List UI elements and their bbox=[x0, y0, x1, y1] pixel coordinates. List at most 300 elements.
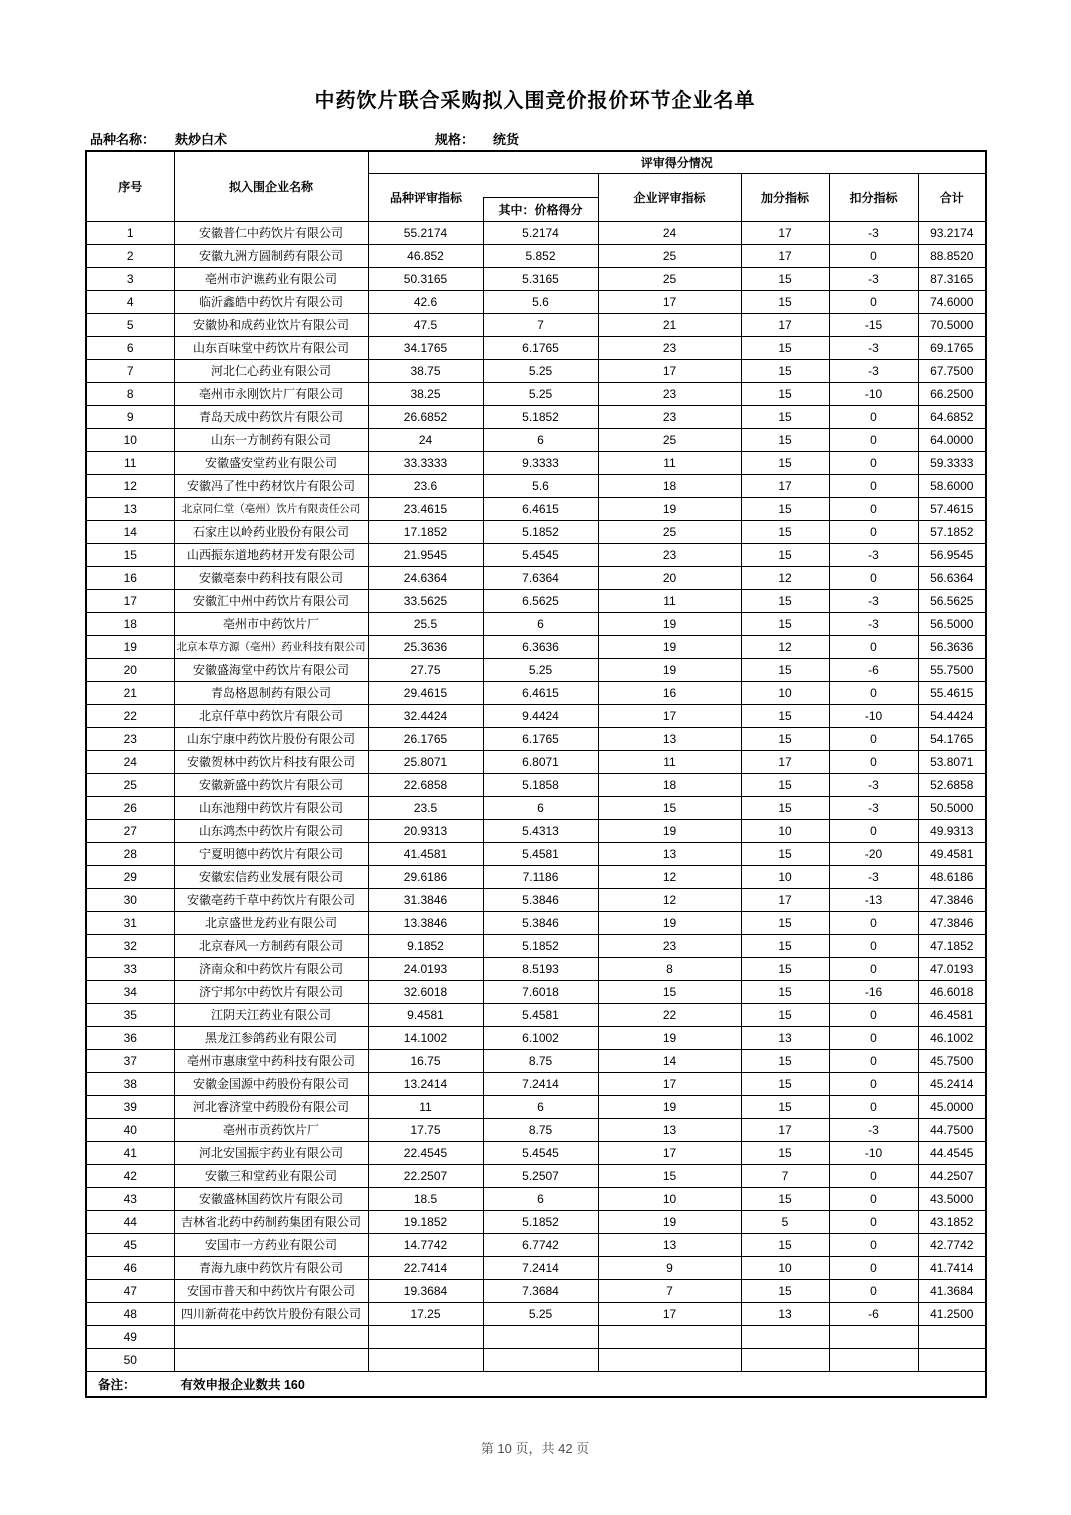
bonus-score: 15 bbox=[741, 451, 829, 474]
company-name: 安徽三和堂药业有限公司 bbox=[174, 1164, 368, 1187]
table-row bbox=[86, 589, 986, 612]
company-name: 亳州市贡药饮片厂 bbox=[174, 1118, 368, 1141]
company-name: 亳州市惠康堂中药科技有限公司 bbox=[174, 1049, 368, 1072]
row-index: 7 bbox=[86, 359, 174, 382]
deduction-score: -3 bbox=[829, 865, 918, 888]
table-row bbox=[86, 1279, 986, 1302]
variety-score bbox=[368, 1348, 483, 1371]
bonus-score: 15 bbox=[741, 290, 829, 313]
price-score: 5.4313 bbox=[483, 819, 598, 842]
variety-score: 38.75 bbox=[368, 359, 483, 382]
enterprise-score: 23 bbox=[598, 934, 741, 957]
deduction-score: -15 bbox=[829, 313, 918, 336]
deduction-score: 0 bbox=[829, 474, 918, 497]
enterprise-score bbox=[598, 1325, 741, 1348]
total-score: 47.1852 bbox=[918, 934, 986, 957]
table-row bbox=[86, 1118, 986, 1141]
table-row bbox=[86, 911, 986, 934]
enterprise-score: 23 bbox=[598, 382, 741, 405]
price-score: 5.3846 bbox=[483, 911, 598, 934]
total-score: 46.6018 bbox=[918, 980, 986, 1003]
price-score bbox=[483, 1348, 598, 1371]
enterprise-score: 19 bbox=[598, 612, 741, 635]
enterprise-score: 23 bbox=[598, 405, 741, 428]
variety-score: 17.1852 bbox=[368, 520, 483, 543]
deduction-score: -16 bbox=[829, 980, 918, 1003]
deduction-score: 0 bbox=[829, 727, 918, 750]
total-score: 64.6852 bbox=[918, 405, 986, 428]
company-name: 河北安国振宇药业有限公司 bbox=[174, 1141, 368, 1164]
company-name: 亳州市永刚饮片厂有限公司 bbox=[174, 382, 368, 405]
total-score: 57.1852 bbox=[918, 520, 986, 543]
bonus-score: 15 bbox=[741, 1095, 829, 1118]
company-name: 临沂鑫皓中药饮片有限公司 bbox=[174, 290, 368, 313]
deduction-score: 0 bbox=[829, 911, 918, 934]
enterprise-score: 19 bbox=[598, 1095, 741, 1118]
price-score: 5.1852 bbox=[483, 934, 598, 957]
row-index: 21 bbox=[86, 681, 174, 704]
price-score: 7 bbox=[483, 313, 598, 336]
table-row bbox=[86, 244, 986, 267]
meta-row bbox=[85, 126, 985, 150]
bonus-score: 12 bbox=[741, 635, 829, 658]
bonus-score: 15 bbox=[741, 589, 829, 612]
row-index: 12 bbox=[86, 474, 174, 497]
total-score: 42.7742 bbox=[918, 1233, 986, 1256]
total-score: 87.3165 bbox=[918, 267, 986, 290]
total-score: 56.6364 bbox=[918, 566, 986, 589]
enterprise-score: 25 bbox=[598, 267, 741, 290]
row-index: 8 bbox=[86, 382, 174, 405]
price-score: 5.6 bbox=[483, 290, 598, 313]
row-index: 9 bbox=[86, 405, 174, 428]
company-name: 河北睿济堂中药股份有限公司 bbox=[174, 1095, 368, 1118]
company-name: 安徽宏信药业发展有限公司 bbox=[174, 865, 368, 888]
total-score: 67.7500 bbox=[918, 359, 986, 382]
bonus-score: 17 bbox=[741, 221, 829, 244]
company-name: 北京仟草中药饮片有限公司 bbox=[174, 704, 368, 727]
variety-score: 23.5 bbox=[368, 796, 483, 819]
enterprise-score: 9 bbox=[598, 1256, 741, 1279]
price-score: 5.1852 bbox=[483, 405, 598, 428]
company-name: 安徽冯了性中药材饮片有限公司 bbox=[174, 474, 368, 497]
price-score: 8.5193 bbox=[483, 957, 598, 980]
enterprise-score: 19 bbox=[598, 658, 741, 681]
variety-score: 23.6 bbox=[368, 474, 483, 497]
table-row bbox=[86, 1072, 986, 1095]
bonus-score: 17 bbox=[741, 750, 829, 773]
table-row bbox=[86, 1026, 986, 1049]
total-score: 52.6858 bbox=[918, 773, 986, 796]
table-row bbox=[86, 1302, 986, 1325]
row-index: 50 bbox=[86, 1348, 174, 1371]
deduction-score: 0 bbox=[829, 1187, 918, 1210]
bonus-score: 15 bbox=[741, 359, 829, 382]
variety-score: 26.6852 bbox=[368, 405, 483, 428]
total-score: 47.3846 bbox=[918, 911, 986, 934]
row-index: 35 bbox=[86, 1003, 174, 1026]
company-name: 石家庄以岭药业股份有限公司 bbox=[174, 520, 368, 543]
deduction-score: 0 bbox=[829, 497, 918, 520]
deduction-score: -3 bbox=[829, 612, 918, 635]
deduction-score: 0 bbox=[829, 750, 918, 773]
bonus-score: 10 bbox=[741, 681, 829, 704]
table-row bbox=[86, 1348, 986, 1371]
deduction-score: -6 bbox=[829, 658, 918, 681]
total-score: 56.5625 bbox=[918, 589, 986, 612]
spec-value: 统货 bbox=[493, 132, 520, 147]
row-index: 20 bbox=[86, 658, 174, 681]
table-row bbox=[86, 1210, 986, 1233]
deduction-score: 0 bbox=[829, 1233, 918, 1256]
company-name bbox=[174, 1325, 368, 1348]
total-score: 47.3846 bbox=[918, 888, 986, 911]
enterprise-score: 12 bbox=[598, 888, 741, 911]
company-name: 安徽协和成药业饮片有限公司 bbox=[174, 313, 368, 336]
header-total: 合计 bbox=[918, 173, 986, 221]
row-index: 23 bbox=[86, 727, 174, 750]
row-index: 16 bbox=[86, 566, 174, 589]
table-row bbox=[86, 221, 986, 244]
deduction-score bbox=[829, 1348, 918, 1371]
bonus-score: 15 bbox=[741, 543, 829, 566]
price-score: 6.7742 bbox=[483, 1233, 598, 1256]
variety-score: 9.4581 bbox=[368, 1003, 483, 1026]
deduction-score: 0 bbox=[829, 635, 918, 658]
total-score: 50.5000 bbox=[918, 796, 986, 819]
company-name: 北京春风一方制药有限公司 bbox=[174, 934, 368, 957]
variety-score: 55.2174 bbox=[368, 221, 483, 244]
company-name: 河北仁心药业有限公司 bbox=[174, 359, 368, 382]
table-row bbox=[86, 819, 986, 842]
enterprise-score: 11 bbox=[598, 451, 741, 474]
bonus-score bbox=[741, 1325, 829, 1348]
table-row bbox=[86, 773, 986, 796]
variety-name-value: 麸炒白术 bbox=[175, 132, 228, 147]
deduction-score: 0 bbox=[829, 405, 918, 428]
price-score: 7.1186 bbox=[483, 865, 598, 888]
row-index: 31 bbox=[86, 911, 174, 934]
variety-score: 19.1852 bbox=[368, 1210, 483, 1233]
bonus-score: 15 bbox=[741, 658, 829, 681]
enterprise-score: 11 bbox=[598, 750, 741, 773]
row-index: 36 bbox=[86, 1026, 174, 1049]
price-score: 5.25 bbox=[483, 1302, 598, 1325]
row-index: 39 bbox=[86, 1095, 174, 1118]
table-row bbox=[86, 1256, 986, 1279]
bonus-score: 13 bbox=[741, 1302, 829, 1325]
variety-score: 22.2507 bbox=[368, 1164, 483, 1187]
bonus-score: 17 bbox=[741, 244, 829, 267]
variety-score: 25.8071 bbox=[368, 750, 483, 773]
table-row bbox=[86, 635, 986, 658]
company-name: 青岛天成中药饮片有限公司 bbox=[174, 405, 368, 428]
row-index: 18 bbox=[86, 612, 174, 635]
price-score: 6 bbox=[483, 796, 598, 819]
price-score: 5.4581 bbox=[483, 842, 598, 865]
enterprise-score: 13 bbox=[598, 1118, 741, 1141]
price-score: 7.3684 bbox=[483, 1279, 598, 1302]
table-header bbox=[86, 151, 986, 221]
total-score: 56.3636 bbox=[918, 635, 986, 658]
company-name: 江阴天江药业有限公司 bbox=[174, 1003, 368, 1026]
row-index: 26 bbox=[86, 796, 174, 819]
price-score: 9.4424 bbox=[483, 704, 598, 727]
total-score: 49.9313 bbox=[918, 819, 986, 842]
enterprise-score: 17 bbox=[598, 359, 741, 382]
variety-score: 11 bbox=[368, 1095, 483, 1118]
table-row bbox=[86, 1141, 986, 1164]
deduction-score: -10 bbox=[829, 382, 918, 405]
bonus-score: 15 bbox=[741, 911, 829, 934]
table-row bbox=[86, 842, 986, 865]
price-score: 5.2507 bbox=[483, 1164, 598, 1187]
bonus-score: 15 bbox=[741, 842, 829, 865]
variety-score: 38.25 bbox=[368, 382, 483, 405]
company-name: 山西振东道地药材开发有限公司 bbox=[174, 543, 368, 566]
table-row bbox=[86, 658, 986, 681]
total-score: 41.2500 bbox=[918, 1302, 986, 1325]
page-title: 中药饮片联合采购拟入围竞价报价环节企业名单 bbox=[314, 90, 756, 112]
row-index: 4 bbox=[86, 290, 174, 313]
deduction-score: 0 bbox=[829, 1072, 918, 1095]
total-score: 88.8520 bbox=[918, 244, 986, 267]
table-row bbox=[86, 612, 986, 635]
deduction-score: -3 bbox=[829, 543, 918, 566]
company-name: 安徽亳泰中药科技有限公司 bbox=[174, 566, 368, 589]
price-score: 5.4545 bbox=[483, 1141, 598, 1164]
row-index: 44 bbox=[86, 1210, 174, 1233]
bonus-score: 10 bbox=[741, 1256, 829, 1279]
deduction-score: 0 bbox=[829, 957, 918, 980]
deduction-score: -3 bbox=[829, 773, 918, 796]
enterprise-score: 18 bbox=[598, 474, 741, 497]
total-score: 54.4424 bbox=[918, 704, 986, 727]
spec-label: 规格： bbox=[435, 132, 475, 147]
deduction-score: 0 bbox=[829, 1003, 918, 1026]
row-index: 28 bbox=[86, 842, 174, 865]
company-name: 北京盛世龙药业有限公司 bbox=[174, 911, 368, 934]
enterprise-score: 25 bbox=[598, 520, 741, 543]
variety-score: 32.6018 bbox=[368, 980, 483, 1003]
row-index: 47 bbox=[86, 1279, 174, 1302]
deduction-score: -10 bbox=[829, 704, 918, 727]
table-row bbox=[86, 359, 986, 382]
total-score: 70.5000 bbox=[918, 313, 986, 336]
enterprise-score: 25 bbox=[598, 244, 741, 267]
total-score bbox=[918, 1348, 986, 1371]
bonus-score: 15 bbox=[741, 773, 829, 796]
variety-score: 42.6 bbox=[368, 290, 483, 313]
bonus-score: 10 bbox=[741, 865, 829, 888]
bonus-score: 15 bbox=[741, 428, 829, 451]
row-index: 33 bbox=[86, 957, 174, 980]
enterprise-score: 15 bbox=[598, 1164, 741, 1187]
price-score: 6 bbox=[483, 1187, 598, 1210]
table-row bbox=[86, 1095, 986, 1118]
deduction-score: 0 bbox=[829, 520, 918, 543]
company-name: 亳州市沪谯药业有限公司 bbox=[174, 267, 368, 290]
price-score: 5.1858 bbox=[483, 773, 598, 796]
deduction-score: 0 bbox=[829, 244, 918, 267]
variety-score: 25.3636 bbox=[368, 635, 483, 658]
enterprise-score: 17 bbox=[598, 1302, 741, 1325]
bonus-score: 15 bbox=[741, 980, 829, 1003]
deduction-score: -3 bbox=[829, 336, 918, 359]
enterprise-score-table bbox=[85, 150, 987, 1398]
company-name: 安徽盛海堂中药饮片有限公司 bbox=[174, 658, 368, 681]
deduction-score: 0 bbox=[829, 1026, 918, 1049]
total-score: 47.0193 bbox=[918, 957, 986, 980]
row-index: 22 bbox=[86, 704, 174, 727]
company-name: 安徽亳药千草中药饮片有限公司 bbox=[174, 888, 368, 911]
price-score: 5.3846 bbox=[483, 888, 598, 911]
deduction-score: -3 bbox=[829, 589, 918, 612]
total-score: 43.5000 bbox=[918, 1187, 986, 1210]
deduction-score: 0 bbox=[829, 1049, 918, 1072]
row-index: 15 bbox=[86, 543, 174, 566]
price-score: 6 bbox=[483, 1095, 598, 1118]
table-row bbox=[86, 566, 986, 589]
table-row bbox=[86, 1325, 986, 1348]
bonus-score bbox=[741, 1348, 829, 1371]
enterprise-score: 10 bbox=[598, 1187, 741, 1210]
enterprise-score: 16 bbox=[598, 681, 741, 704]
deduction-score: -6 bbox=[829, 1302, 918, 1325]
total-score: 48.6186 bbox=[918, 865, 986, 888]
deduction-score: 0 bbox=[829, 428, 918, 451]
enterprise-score: 19 bbox=[598, 1210, 741, 1233]
company-name: 安徽新盛中药饮片有限公司 bbox=[174, 773, 368, 796]
row-index: 1 bbox=[86, 221, 174, 244]
row-index: 25 bbox=[86, 773, 174, 796]
variety-score: 31.3846 bbox=[368, 888, 483, 911]
row-index: 48 bbox=[86, 1302, 174, 1325]
deduction-score: 0 bbox=[829, 566, 918, 589]
total-score: 56.9545 bbox=[918, 543, 986, 566]
enterprise-score: 19 bbox=[598, 819, 741, 842]
variety-score: 21.9545 bbox=[368, 543, 483, 566]
price-score: 5.25 bbox=[483, 382, 598, 405]
table-row bbox=[86, 405, 986, 428]
header-variety-score-cell bbox=[368, 173, 598, 221]
enterprise-score: 19 bbox=[598, 497, 741, 520]
row-index: 14 bbox=[86, 520, 174, 543]
company-name: 黑龙江参鸽药业有限公司 bbox=[174, 1026, 368, 1049]
table-row bbox=[86, 865, 986, 888]
table-row bbox=[86, 1233, 986, 1256]
total-score: 56.5000 bbox=[918, 612, 986, 635]
row-index: 27 bbox=[86, 819, 174, 842]
enterprise-score: 15 bbox=[598, 796, 741, 819]
total-score: 45.2414 bbox=[918, 1072, 986, 1095]
row-index: 30 bbox=[86, 888, 174, 911]
price-score: 9.3333 bbox=[483, 451, 598, 474]
enterprise-score: 17 bbox=[598, 290, 741, 313]
price-score: 6 bbox=[483, 612, 598, 635]
total-score: 54.1765 bbox=[918, 727, 986, 750]
variety-score: 14.7742 bbox=[368, 1233, 483, 1256]
row-index: 49 bbox=[86, 1325, 174, 1348]
company-name: 山东鸿杰中药饮片有限公司 bbox=[174, 819, 368, 842]
row-index: 34 bbox=[86, 980, 174, 1003]
variety-score: 13.3846 bbox=[368, 911, 483, 934]
enterprise-score: 19 bbox=[598, 911, 741, 934]
price-score: 6.1765 bbox=[483, 727, 598, 750]
variety-score: 24 bbox=[368, 428, 483, 451]
price-score: 6.8071 bbox=[483, 750, 598, 773]
enterprise-score: 23 bbox=[598, 336, 741, 359]
bonus-score: 17 bbox=[741, 313, 829, 336]
total-score: 41.7414 bbox=[918, 1256, 986, 1279]
total-score: 55.4615 bbox=[918, 681, 986, 704]
table-row bbox=[86, 704, 986, 727]
header-variety-score: 品种评审指标 bbox=[389, 190, 462, 205]
total-score: 41.3684 bbox=[918, 1279, 986, 1302]
table-row bbox=[86, 888, 986, 911]
company-name: 北京同仁堂（亳州）饮片有限责任公司 bbox=[174, 497, 368, 520]
row-index: 3 bbox=[86, 267, 174, 290]
company-name: 宁夏明德中药饮片有限公司 bbox=[174, 842, 368, 865]
bonus-score: 15 bbox=[741, 612, 829, 635]
enterprise-score: 19 bbox=[598, 1026, 741, 1049]
table-row bbox=[86, 313, 986, 336]
enterprise-score: 13 bbox=[598, 842, 741, 865]
table-row bbox=[86, 1049, 986, 1072]
price-score: 5.4581 bbox=[483, 1003, 598, 1026]
price-score: 6.1002 bbox=[483, 1026, 598, 1049]
header-price-score: 其中：价格得分 bbox=[483, 197, 598, 221]
bonus-score: 15 bbox=[741, 1279, 829, 1302]
table-row bbox=[86, 681, 986, 704]
total-score: 64.0000 bbox=[918, 428, 986, 451]
row-index: 24 bbox=[86, 750, 174, 773]
deduction-score: -3 bbox=[829, 796, 918, 819]
header-deduction: 扣分指标 bbox=[829, 173, 918, 221]
row-index: 10 bbox=[86, 428, 174, 451]
total-score: 44.7500 bbox=[918, 1118, 986, 1141]
variety-score: 17.75 bbox=[368, 1118, 483, 1141]
bonus-score: 15 bbox=[741, 1072, 829, 1095]
total-score: 53.8071 bbox=[918, 750, 986, 773]
bonus-score: 15 bbox=[741, 497, 829, 520]
enterprise-score: 23 bbox=[598, 543, 741, 566]
price-score: 6.4615 bbox=[483, 681, 598, 704]
price-score bbox=[483, 1325, 598, 1348]
company-name: 安徽金国源中药股份有限公司 bbox=[174, 1072, 368, 1095]
table-row bbox=[86, 796, 986, 819]
table-footer bbox=[86, 1371, 986, 1397]
bonus-score: 17 bbox=[741, 1118, 829, 1141]
total-score: 69.1765 bbox=[918, 336, 986, 359]
total-score: 44.2507 bbox=[918, 1164, 986, 1187]
table-row bbox=[86, 497, 986, 520]
variety-score: 20.9313 bbox=[368, 819, 483, 842]
bonus-score: 15 bbox=[741, 405, 829, 428]
bonus-score: 15 bbox=[741, 704, 829, 727]
bonus-score: 12 bbox=[741, 566, 829, 589]
total-score bbox=[918, 1325, 986, 1348]
variety-score: 26.1765 bbox=[368, 727, 483, 750]
bonus-score: 15 bbox=[741, 934, 829, 957]
bonus-score: 15 bbox=[741, 727, 829, 750]
variety-score: 25.5 bbox=[368, 612, 483, 635]
total-score: 66.2500 bbox=[918, 382, 986, 405]
company-name: 亳州市中药饮片厂 bbox=[174, 612, 368, 635]
row-index: 2 bbox=[86, 244, 174, 267]
variety-score: 29.4615 bbox=[368, 681, 483, 704]
row-index: 37 bbox=[86, 1049, 174, 1072]
